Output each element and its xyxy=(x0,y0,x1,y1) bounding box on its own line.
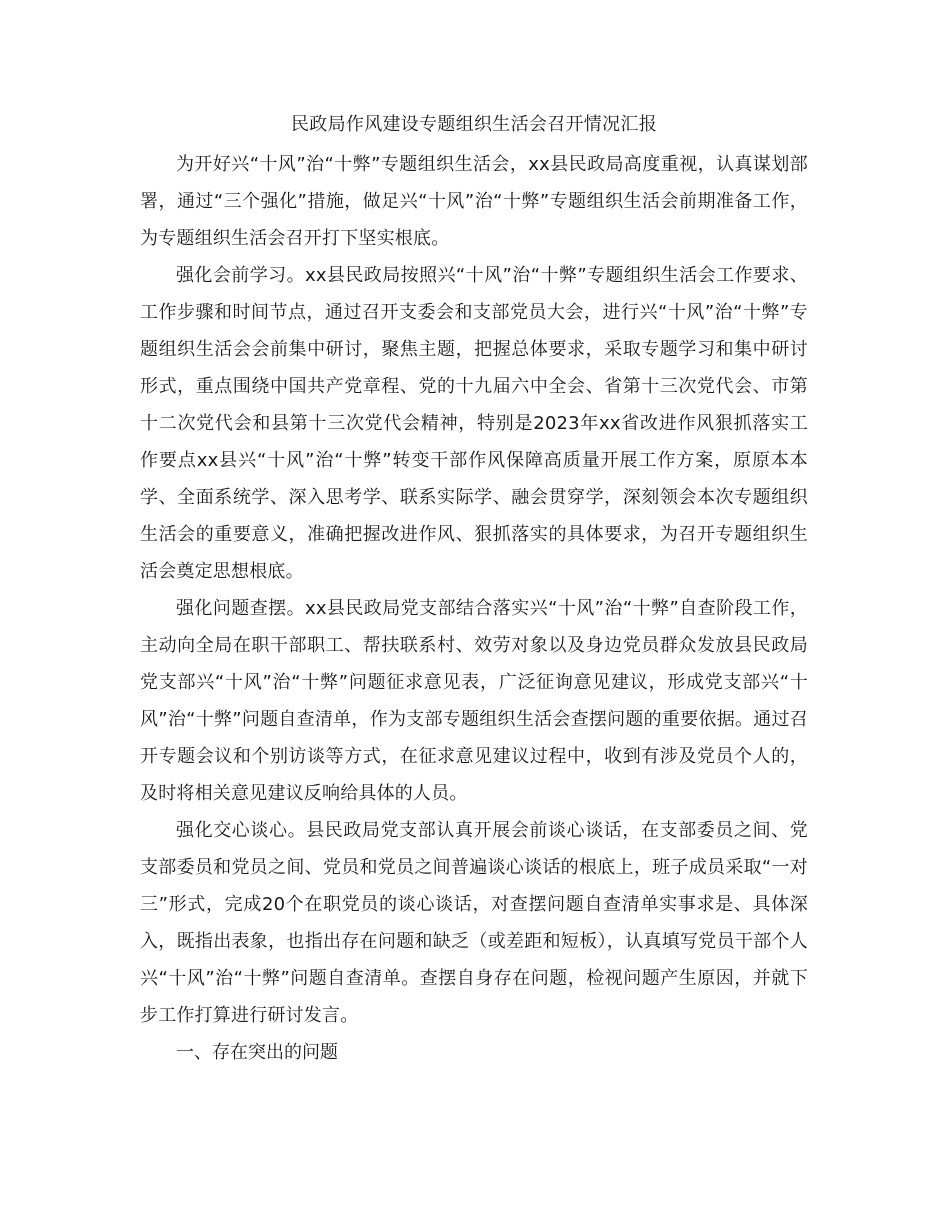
document-page xyxy=(140,110,808,1071)
problem-check-paragraph: 强化问题查摆。xx县民政局党支部结合落实兴“十风”治“十弊”自查阶段工作，主动向全局在职干部职工、帮扶联系村、效劳对象以及身边党员群众发放县民政局党支部兴“十风”治“十弊”问题征求意见表，广泛征询意见建议，形成党支部兴“十风”治“十弊”问题自查清单，作为支部专题组织生活会查摆问题的重要依据。通过召开专题会议和个别访谈等方式，在征求意见建议过程中，收到有涉及党员个人的，及时将相关意见建议反响给具体的人员。 xyxy=(140,598,808,804)
document-title: 民政局作风建设专题组织生活会召开情况汇报 xyxy=(291,114,657,135)
study-paragraph: 强化会前学习。xx县民政局按照兴“十风”治“十弊”专题组织生活会工作要求、工作步骤和时间节点，通过召开支委会和支部党员大会，进行兴“十风”治“十弊”专题组织生活会会前集中研讨，聚焦主题，把握总体要求，采取专题学习和集中研讨形式，重点围绕中国共产党章程、党的十九届六中全会、省第十三次党代会、市第十二次党代会和县第十三次党代会精神，特别是2023年xx省改进作风狠抓落实工作要点xx县兴“十风”治“十弊”转变干部作风保障高质量开展工作方案，原原本本学、全面系统学、深入思考学、联系实际学、融会贯穿学，深刻领会本次专题组织生活会的重要意义，准确把握改进作风、狠抓落实的具体要求，为召开专题组织生活会奠定思想根底。 xyxy=(140,265,808,582)
intro-paragraph: 为开好兴“十风”治“十弊”专题组织生活会，xx县民政局高度重视，认真谋划部署，通过“三个强化”措施，做足兴“十风”治“十弊”专题组织生活会前期准备工作，为专题组织生活会召开打下坚实根底。 xyxy=(140,154,808,249)
heart-talk-paragraph: 强化交心谈心。县民政局党支部认真开展会前谈心谈话，在支部委员之间、党支部委员和党员之间、党员和党员之间普遍谈心谈话的根底上，班子成员采取“一对三”形式，完成20个在职党员的谈心谈话，对查摆问题自查清单实事求是、具体深入，既指出表象，也指出存在问题和缺乏（或差距和短板），认真填写党员干部个人兴“十风”治“十弊”问题自查清单。查摆自身存在问题，检视问题产生原因，并就下步工作打算进行研讨发言。 xyxy=(140,820,808,1026)
section-heading: 一、存在突出的问题 xyxy=(176,1042,338,1063)
